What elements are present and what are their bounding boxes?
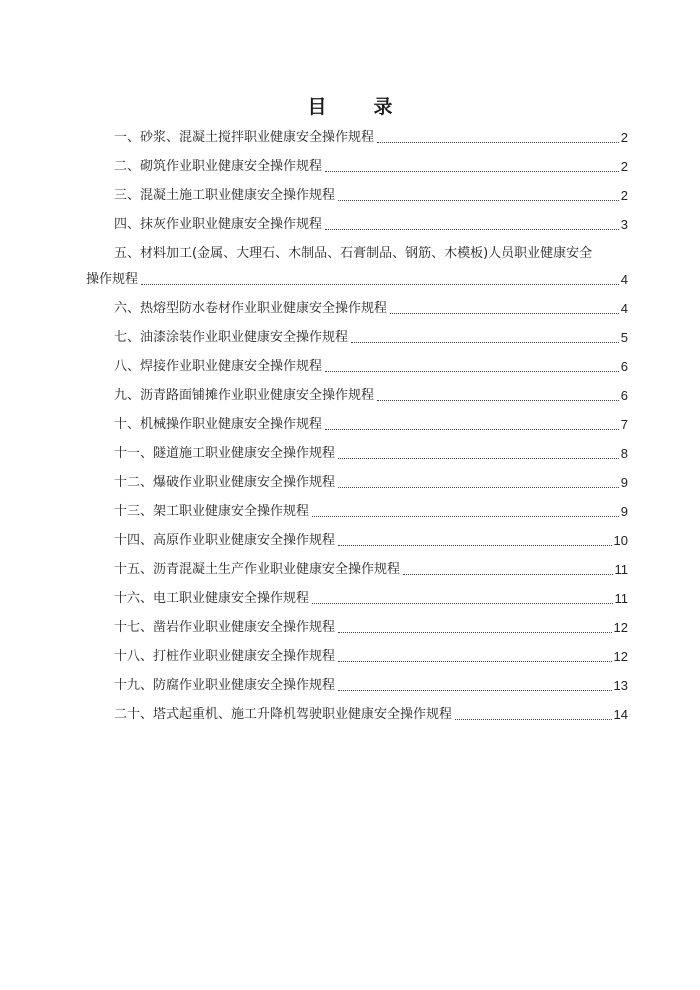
toc-entry[interactable] <box>0 676 700 705</box>
toc-entry[interactable] <box>0 647 700 676</box>
toc-leader-dots <box>338 631 612 633</box>
toc-list <box>0 128 700 734</box>
toc-entry[interactable] <box>0 186 700 215</box>
toc-title: 目 录 <box>307 96 407 118</box>
toc-leader-dots <box>325 370 619 372</box>
toc-entry-title: 十三、架工职业健康安全操作规程 <box>114 504 310 519</box>
toc-entry[interactable] <box>0 705 700 734</box>
toc-entry-title: 七、油漆涂装作业职业健康安全操作规程 <box>114 330 349 345</box>
toc-entry[interactable] <box>0 215 700 244</box>
toc-leader-dots <box>351 341 619 343</box>
toc-entry-page: 4 <box>620 301 628 316</box>
toc-entry-page: 8 <box>620 446 628 461</box>
toc-entry-page: 10 <box>613 533 628 548</box>
toc-entry-title: 八、焊接作业职业健康安全操作规程 <box>114 359 323 374</box>
toc-entry-page: 5 <box>620 330 628 345</box>
toc-entry-page: 11 <box>614 591 628 606</box>
toc-entry-page: 2 <box>620 130 628 145</box>
toc-entry-page: 4 <box>620 272 628 287</box>
toc-entry-title: 十一、隧道施工职业健康安全操作规程 <box>114 446 336 461</box>
toc-entry-page: 11 <box>614 562 628 577</box>
toc-entry-title: 十、机械操作职业健康安全操作规程 <box>114 417 323 432</box>
toc-entry-page: 6 <box>620 359 628 374</box>
toc-entry-title: 十二、爆破作业职业健康安全操作规程 <box>114 475 336 490</box>
toc-entry-title: 二十、塔式起重机、施工升降机驾驶职业健康安全操作规程 <box>114 707 453 722</box>
toc-entry-title: 六、热熔型防水卷材作业职业健康安全操作规程 <box>114 301 388 316</box>
toc-entry-title: 九、沥青路面铺摊作业职业健康安全操作规程 <box>114 388 375 403</box>
toc-leader-dots <box>338 660 612 662</box>
toc-entry-page: 12 <box>613 620 628 635</box>
toc-entry-page: 12 <box>613 649 628 664</box>
toc-leader-dots <box>338 457 619 459</box>
toc-entry[interactable] <box>0 531 700 560</box>
toc-entry-title: 十五、沥青混凝土生产作业职业健康安全操作规程 <box>114 562 401 577</box>
toc-entry-title-continued: 操作规程 <box>86 272 139 287</box>
toc-leader-dots <box>312 515 619 517</box>
toc-entry[interactable] <box>0 618 700 647</box>
toc-leader-dots <box>338 199 619 201</box>
toc-entry-title: 十八、打桩作业职业健康安全操作规程 <box>114 649 336 664</box>
toc-leader-dots <box>325 428 619 430</box>
toc-leader-dots <box>377 399 619 401</box>
toc-entry-page: 14 <box>613 707 628 722</box>
toc-entry-page: 2 <box>620 159 628 174</box>
toc-leader-dots <box>455 718 612 720</box>
toc-entry-title: 三、混凝土施工职业健康安全操作规程 <box>114 188 336 203</box>
toc-entry-title: 五、材料加工(金属、大理石、木制品、石膏制品、钢筋、木模板)人员职业健康安全 <box>114 246 593 261</box>
toc-entry-page: 3 <box>620 217 628 232</box>
toc-entry[interactable] <box>0 502 700 531</box>
toc-leader-dots <box>325 170 619 172</box>
toc-entry[interactable] <box>0 473 700 502</box>
toc-entry-title: 十七、凿岩作业职业健康安全操作规程 <box>114 620 336 635</box>
toc-entry-title: 二、砌筑作业职业健康安全操作规程 <box>114 159 323 174</box>
toc-leader-dots <box>338 486 619 488</box>
toc-leader-dots <box>377 141 619 143</box>
toc-leader-dots <box>312 602 612 604</box>
toc-entry[interactable] <box>0 328 700 357</box>
toc-entry-page: 7 <box>620 417 628 432</box>
toc-leader-dots <box>141 283 619 285</box>
toc-entry[interactable] <box>0 244 700 299</box>
toc-entry[interactable] <box>0 386 700 415</box>
toc-leader-dots <box>325 228 619 230</box>
toc-leader-dots <box>338 689 612 691</box>
toc-entry-page: 13 <box>613 678 628 693</box>
toc-leader-dots <box>338 544 612 546</box>
toc-entry-page: 9 <box>620 475 628 490</box>
toc-leader-dots <box>403 573 612 575</box>
toc-entry[interactable] <box>0 444 700 473</box>
toc-entry-page: 6 <box>620 388 628 403</box>
toc-entry[interactable] <box>0 299 700 328</box>
toc-entry[interactable] <box>0 560 700 589</box>
toc-entry-title: 十九、防腐作业职业健康安全操作规程 <box>114 678 336 693</box>
toc-entry[interactable] <box>0 357 700 386</box>
toc-entry-title: 四、抹灰作业职业健康安全操作规程 <box>114 217 323 232</box>
toc-entry-title: 十六、电工职业健康安全操作规程 <box>114 591 310 606</box>
toc-entry-title: 十四、高原作业职业健康安全操作规程 <box>114 533 336 548</box>
toc-entry[interactable] <box>0 128 700 157</box>
toc-entry-title: 一、砂浆、混凝土搅拌职业健康安全操作规程 <box>114 130 375 145</box>
toc-entry-page: 9 <box>620 504 628 519</box>
toc-entry[interactable] <box>0 157 700 186</box>
toc-entry-page: 2 <box>620 188 628 203</box>
toc-entry[interactable] <box>0 589 700 618</box>
toc-entry[interactable] <box>0 415 700 444</box>
toc-leader-dots <box>390 312 619 314</box>
